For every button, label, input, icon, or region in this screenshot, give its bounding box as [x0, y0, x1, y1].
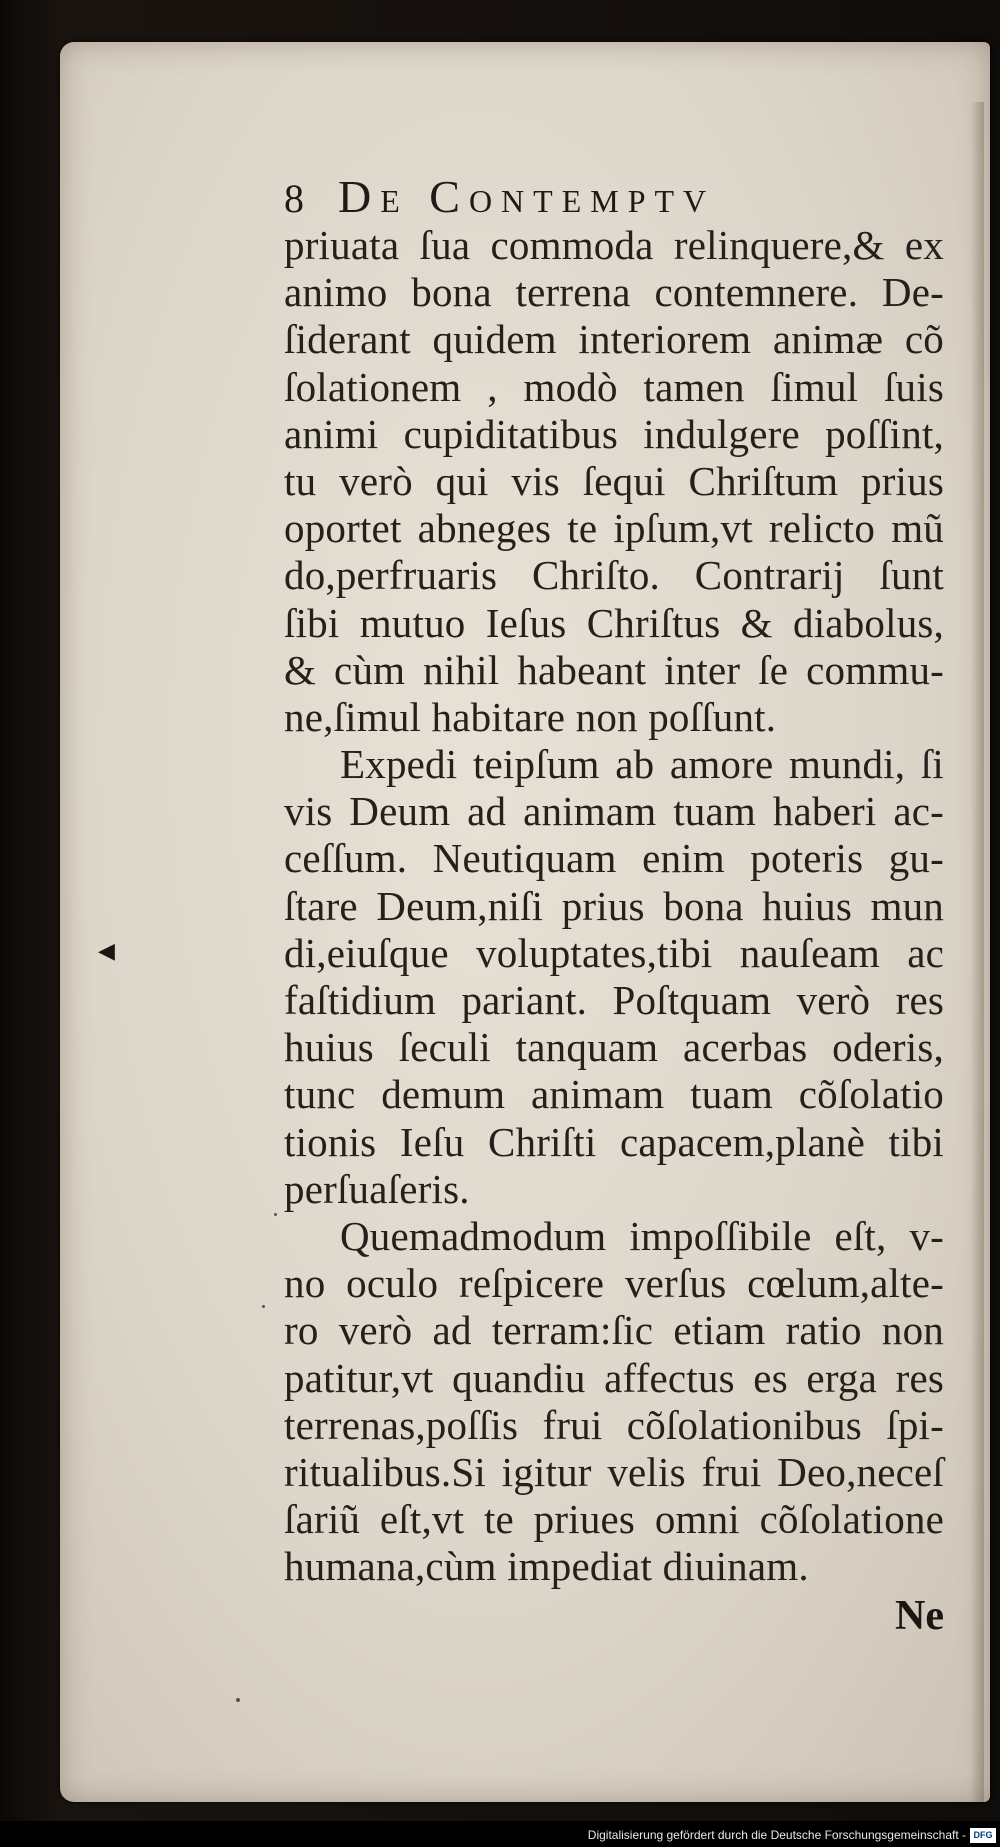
footer-bar: [0, 1821, 1000, 1847]
text-line: tu verò qui vis ſequi Chriſtum prius: [284, 457, 944, 504]
paragraph-first-line: Quemadmodum impoſſibile eſt, v-: [340, 1212, 944, 1259]
text-line: no oculo reſpicere verſus cœlum,alte-: [284, 1260, 944, 1307]
catchword: Ne: [895, 1593, 944, 1640]
text-line: tunc demum animam tuam cõſolatio: [284, 1071, 944, 1118]
text-line: do,perfruaris Chriſto. Contrarij ſunt: [284, 552, 944, 599]
text-line: priuata ſua commoda relinquere,& ex: [284, 222, 944, 268]
text-line: faſtidium pariant. Poſtquam verò res: [284, 977, 944, 1023]
text-line: animo bona terrena contemnere. De-: [284, 269, 944, 316]
text-line: ſibi mutuo Ieſus Chriſtus & diabolus,: [284, 599, 944, 646]
text-block: [284, 170, 944, 1642]
text-line: vis Deum ad animam tuam haberi ac-: [284, 788, 944, 835]
text-line: ſtare Deum,niſi prius bona huius mun: [284, 882, 944, 929]
text-line: ſariũ eſt,vt te priues omni cõſolatione: [284, 1496, 944, 1543]
paper-speck: [274, 1213, 277, 1216]
dfg-logo-badge: DFG: [970, 1828, 996, 1843]
paper-speck: [262, 1305, 265, 1308]
page-gutter-shadow: [970, 102, 984, 1802]
text-line: di,eiuſque voluptates,tibi nauſeam ac: [284, 929, 944, 976]
running-head: [284, 170, 944, 222]
text-line: ceſſum. Neutiquam enim poteris gu-: [284, 835, 944, 882]
running-title: De Contemptv: [338, 171, 716, 222]
text-line: tionis Ieſu Chriſti capacem,planè tibi: [284, 1118, 944, 1165]
text-line: patitur,vt quandiu affectus es erga res: [284, 1354, 944, 1401]
text-line: humana,cùm impediat diuinam.: [284, 1543, 809, 1590]
text-line: ritualibus.Si igitur velis frui Deo,neceſ: [284, 1448, 944, 1495]
funding-notice: Digitalisierung gefördert durch die Deutsche Forschungsgemeinschaft -: [587, 1828, 966, 1842]
text-line: oportet abneges te ipſum,vt relicto mũ: [284, 505, 944, 552]
paragraph-first-line: Expedi teipſum ab amore mundi, ſi: [340, 741, 944, 788]
text-line: & cùm nihil habeant inter ſe commu-: [284, 646, 944, 693]
text-line: ne,ſimul habitare non poſſunt.: [284, 693, 777, 740]
text-line: ſolationem , modò tamen ſimul ſuis: [284, 363, 944, 410]
text-line: terrenas,poſſis frui cõſolationibus ſpi-: [284, 1401, 944, 1448]
marginal-mark-icon: ◀: [98, 939, 115, 964]
text-line: ſiderant quidem interiorem animæ cõ: [284, 316, 944, 363]
page-number: 8: [284, 176, 304, 221]
text-line: perſuaſeris.: [284, 1165, 470, 1212]
text-line: animi cupiditatibus indulgere poſſint,: [284, 410, 944, 457]
paper-speck: [236, 1698, 240, 1702]
text-line: ro verò ad terram:ſic etiam ratio non: [284, 1307, 944, 1354]
text-line: huius ſeculi tanquam acerbas oderis,: [284, 1024, 944, 1071]
